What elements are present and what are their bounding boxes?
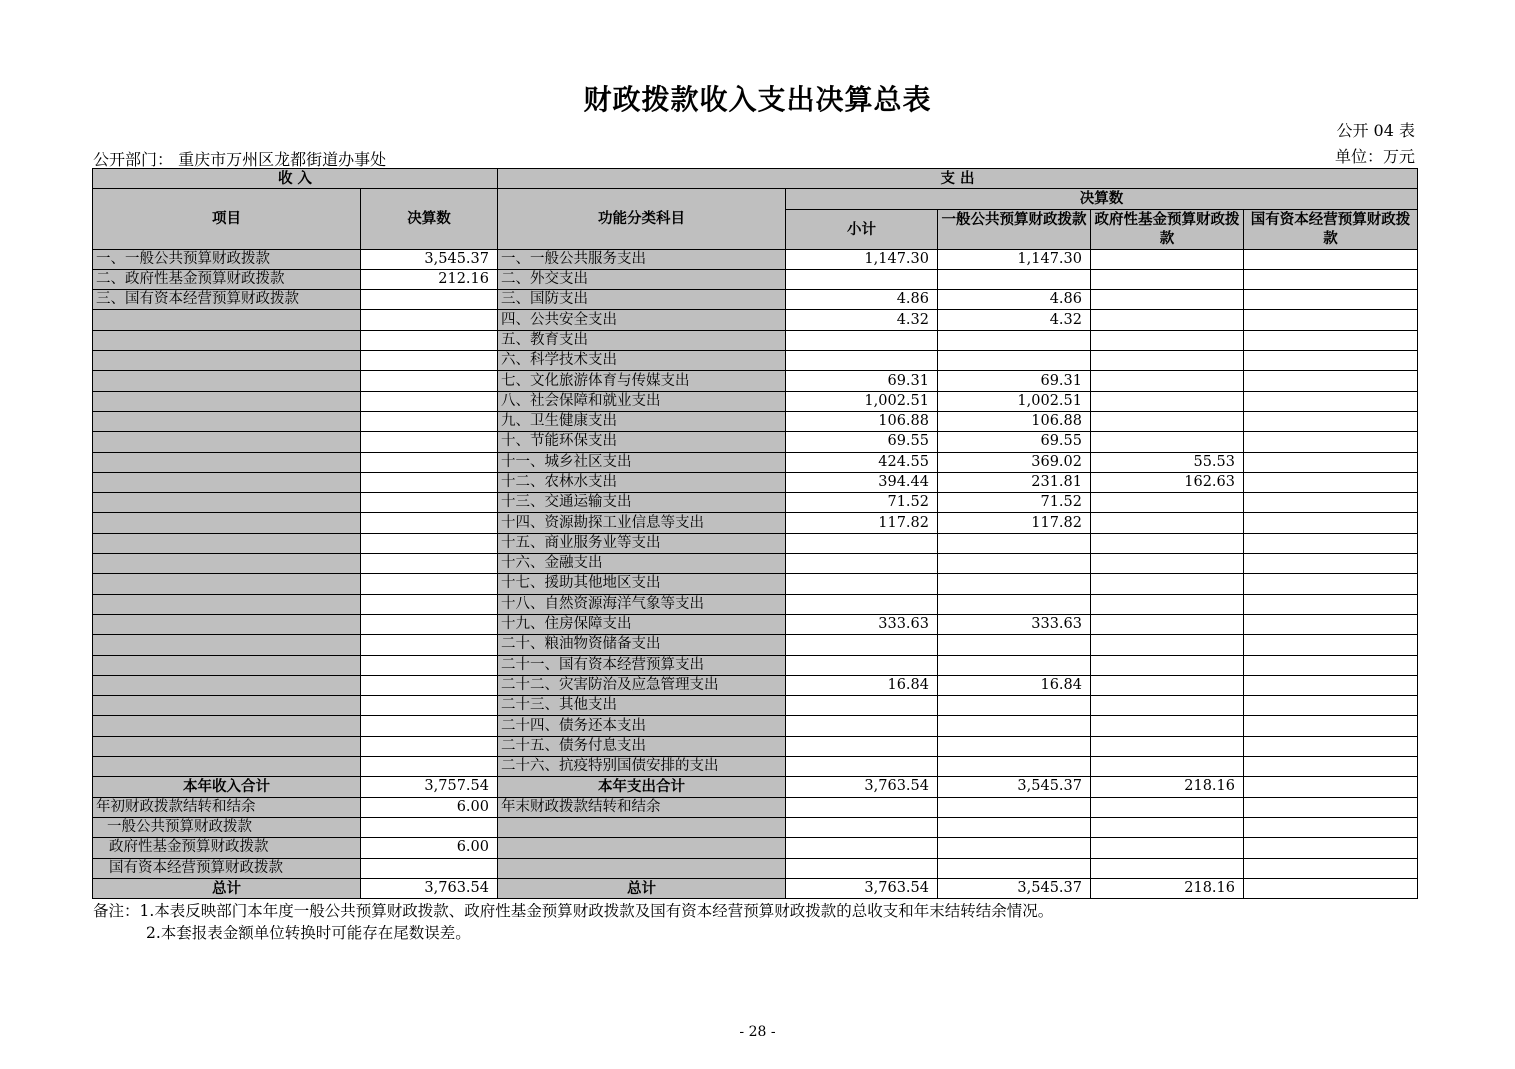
expense-state: [1244, 472, 1418, 492]
table-row: [93, 351, 1418, 371]
expense-state: [1244, 533, 1418, 553]
expense-general: [938, 736, 1091, 756]
expense-fund: [1091, 736, 1244, 756]
income-amount: [361, 716, 498, 736]
expense-subtotal: [786, 330, 938, 350]
year-expense-state: [1244, 777, 1418, 797]
expense-function: 二十、粮油物资储备支出: [498, 635, 786, 655]
income-amount: [361, 513, 498, 533]
expense-function: 九、卫生健康支出: [498, 411, 786, 431]
expense-fund: [1091, 493, 1244, 513]
total-expense-label: 总计: [498, 878, 786, 898]
table-row: [93, 675, 1418, 695]
expense-general: 16.84: [938, 675, 1091, 695]
expense-state: [1244, 655, 1418, 675]
income-amount: [361, 696, 498, 716]
expense-fund: [1091, 716, 1244, 736]
expense-function: 十二、农林水支出: [498, 472, 786, 492]
income-item: [93, 411, 361, 431]
income-amount: [361, 351, 498, 371]
expense-subtotal: 16.84: [786, 675, 938, 695]
income-item: [93, 635, 361, 655]
expense-function: 二十五、债务付息支出: [498, 736, 786, 756]
expense-fund: [1091, 696, 1244, 716]
expense-subtotal: 117.82: [786, 513, 938, 533]
income-item: [93, 696, 361, 716]
expense-fund: [1091, 330, 1244, 350]
expense-general: 333.63: [938, 614, 1091, 634]
table-row: [93, 757, 1418, 777]
expense-fund: [1091, 290, 1244, 310]
expense-subtotal: 4.32: [786, 310, 938, 330]
expense-fund: [1091, 391, 1244, 411]
expense-state: [1244, 493, 1418, 513]
income-amount: [361, 310, 498, 330]
expense-state: [1244, 351, 1418, 371]
income-item: [93, 391, 361, 411]
table-row: [93, 574, 1418, 594]
page-number: - 28 -: [739, 1024, 776, 1040]
page-title: 财政拨款收入支出决算总表: [583, 83, 932, 116]
income-item: [93, 675, 361, 695]
expense-fund: [1091, 757, 1244, 777]
carryover-fund-row: [93, 838, 1418, 858]
expense-fund: [1091, 411, 1244, 431]
expense-state: [1244, 635, 1418, 655]
table-row: [93, 736, 1418, 756]
expense-subtotal: [786, 533, 938, 553]
expense-subtotal: [786, 757, 938, 777]
year-expense-fund: 218.16: [1091, 777, 1244, 797]
total-income-amount: 3,763.54: [361, 878, 498, 898]
expense-subtotal: 4.86: [786, 290, 938, 310]
expense-state: [1244, 574, 1418, 594]
year-total-row: [93, 777, 1418, 797]
expense-state: [1244, 675, 1418, 695]
expense-state: [1244, 452, 1418, 472]
expense-subtotal: [786, 655, 938, 675]
expense-fund: [1091, 675, 1244, 695]
year-income-amount: 3,757.54: [361, 777, 498, 797]
expense-subtotal: 424.55: [786, 452, 938, 472]
expense-function: 十五、商业服务业等支出: [498, 533, 786, 553]
expense-subtotal: [786, 269, 938, 289]
expense-function: 二十六、抗疫特别国债安排的支出: [498, 757, 786, 777]
header-item: 项目: [93, 189, 361, 249]
expense-function: 四、公共安全支出: [498, 310, 786, 330]
total-state: [1244, 878, 1418, 898]
form-number: 公开 04 表: [1336, 121, 1415, 140]
income-item: [93, 716, 361, 736]
table-row: [93, 533, 1418, 553]
expense-fund: [1091, 594, 1244, 614]
expense-general: [938, 554, 1091, 574]
table-row: [93, 635, 1418, 655]
year-income-label: 本年收入合计: [93, 777, 361, 797]
expense-function: 十七、援助其他地区支出: [498, 574, 786, 594]
carryover-row: [93, 797, 1418, 817]
expense-general: 369.02: [938, 452, 1091, 472]
header-fund: 政府性基金预算财政拨款: [1091, 209, 1244, 249]
expense-state: [1244, 249, 1418, 269]
income-amount: [361, 554, 498, 574]
expense-fund: [1091, 371, 1244, 391]
expense-state: [1244, 554, 1418, 574]
income-amount: [361, 655, 498, 675]
expense-state: [1244, 594, 1418, 614]
income-item: [93, 594, 361, 614]
begin-fund-amount: 6.00: [361, 838, 498, 858]
expense-state: [1244, 757, 1418, 777]
header-function: 功能分类科目: [498, 189, 786, 249]
income-item: 二、政府性基金预算财政拨款: [93, 269, 361, 289]
expense-subtotal: 71.52: [786, 493, 938, 513]
expense-subtotal: [786, 351, 938, 371]
expense-fund: [1091, 533, 1244, 553]
table-row: [93, 493, 1418, 513]
expense-subtotal: 394.44: [786, 472, 938, 492]
income-item: [93, 472, 361, 492]
header-subtotal: 小计: [786, 209, 938, 249]
income-amount: [361, 533, 498, 553]
expense-function: 一、一般公共服务支出: [498, 249, 786, 269]
expense-state: [1244, 716, 1418, 736]
year-expense-general: 3,545.37: [938, 777, 1091, 797]
expense-function: 十一、城乡社区支出: [498, 452, 786, 472]
expense-general: [938, 330, 1091, 350]
income-amount: 212.16: [361, 269, 498, 289]
income-amount: [361, 493, 498, 513]
income-amount: [361, 614, 498, 634]
expense-fund: 55.53: [1091, 452, 1244, 472]
carryover-general-row: [93, 817, 1418, 837]
income-item: [93, 757, 361, 777]
begin-label: 年初财政拨款结转和结余: [93, 797, 361, 817]
expense-fund: [1091, 269, 1244, 289]
income-item: [93, 554, 361, 574]
expense-subtotal: [786, 554, 938, 574]
income-item: [93, 351, 361, 371]
expense-subtotal: [786, 594, 938, 614]
header-income: 收 入: [93, 169, 498, 189]
table-row: [93, 554, 1418, 574]
income-item: [93, 736, 361, 756]
expense-function: 十九、住房保障支出: [498, 614, 786, 634]
expense-fund: 162.63: [1091, 472, 1244, 492]
begin-state-label: 国有资本经营预算财政拨款: [93, 858, 361, 878]
expense-general: [938, 716, 1091, 736]
total-income-label: 总计: [93, 878, 361, 898]
total-fund: 218.16: [1091, 878, 1244, 898]
income-item: 三、国有资本经营预算财政拨款: [93, 290, 361, 310]
header-expense: 支 出: [498, 169, 1418, 189]
expense-fund: [1091, 635, 1244, 655]
expense-general: [938, 635, 1091, 655]
expense-fund: [1091, 351, 1244, 371]
expense-general: 71.52: [938, 493, 1091, 513]
expense-general: 69.31: [938, 371, 1091, 391]
appropriation-table: [92, 168, 1418, 899]
expense-function: 十三、交通运输支出: [498, 493, 786, 513]
table-row: [93, 411, 1418, 431]
income-item: [93, 432, 361, 452]
header-final: 决算数: [786, 189, 1418, 209]
expense-function: 二十一、国有资本经营预算支出: [498, 655, 786, 675]
total-general: 3,545.37: [938, 878, 1091, 898]
department-name: 重庆市万州区龙都街道办事处: [178, 150, 387, 169]
income-amount: [361, 452, 498, 472]
header-amount: 决算数: [361, 189, 498, 249]
table-row: [93, 371, 1418, 391]
income-amount: [361, 330, 498, 350]
income-amount: [361, 391, 498, 411]
department-label: 公开部门：: [93, 150, 174, 169]
income-item: [93, 310, 361, 330]
income-item: [93, 371, 361, 391]
expense-state: [1244, 371, 1418, 391]
table-row: [93, 249, 1418, 269]
income-item: [93, 655, 361, 675]
expense-state: [1244, 513, 1418, 533]
expense-fund: [1091, 310, 1244, 330]
expense-fund: [1091, 432, 1244, 452]
expense-function: 八、社会保障和就业支出: [498, 391, 786, 411]
table-row: [93, 594, 1418, 614]
table-row: [93, 310, 1418, 330]
expense-general: [938, 655, 1091, 675]
end-label: 年末财政拨款结转和结余: [498, 797, 786, 817]
expense-function: 二、外交支出: [498, 269, 786, 289]
expense-function: 七、文化旅游体育与传媒支出: [498, 371, 786, 391]
year-expense-label: 本年支出合计: [498, 777, 786, 797]
income-amount: [361, 757, 498, 777]
table-row: [93, 330, 1418, 350]
income-amount: [361, 594, 498, 614]
table-row: [93, 269, 1418, 289]
income-amount: [361, 574, 498, 594]
expense-function: 二十四、债务还本支出: [498, 716, 786, 736]
carryover-state-row: [93, 858, 1418, 878]
expense-fund: [1091, 655, 1244, 675]
expense-general: [938, 269, 1091, 289]
expense-state: [1244, 432, 1418, 452]
expense-function: 十六、金融支出: [498, 554, 786, 574]
begin-general-label: 一般公共预算财政拨款: [93, 817, 361, 837]
expense-general: 231.81: [938, 472, 1091, 492]
expense-subtotal: 1,002.51: [786, 391, 938, 411]
income-amount: 3,545.37: [361, 249, 498, 269]
header-general: 一般公共预算财政拨款: [938, 209, 1091, 249]
expense-function: 二十三、其他支出: [498, 696, 786, 716]
expense-general: [938, 351, 1091, 371]
expense-general: [938, 594, 1091, 614]
table-row: [93, 391, 1418, 411]
expense-function: 二十二、灾害防治及应急管理支出: [498, 675, 786, 695]
expense-general: [938, 696, 1091, 716]
expense-state: [1244, 269, 1418, 289]
expense-fund: [1091, 574, 1244, 594]
expense-general: 1,002.51: [938, 391, 1091, 411]
expense-subtotal: 69.55: [786, 432, 938, 452]
year-expense-subtotal: 3,763.54: [786, 777, 938, 797]
expense-general: [938, 533, 1091, 553]
expense-fund: [1091, 614, 1244, 634]
expense-general: 117.82: [938, 513, 1091, 533]
expense-state: [1244, 310, 1418, 330]
expense-subtotal: 106.88: [786, 411, 938, 431]
header-state: 国有资本经营预算财政拨款: [1244, 209, 1418, 249]
unit-label: 单位：万元: [1334, 147, 1415, 166]
table-row: [93, 290, 1418, 310]
begin-amount: 6.00: [361, 797, 498, 817]
income-item: [93, 614, 361, 634]
expense-general: 4.86: [938, 290, 1091, 310]
income-amount: [361, 736, 498, 756]
table-row: [93, 472, 1418, 492]
expense-fund: [1091, 513, 1244, 533]
expense-fund: [1091, 249, 1244, 269]
expense-state: [1244, 290, 1418, 310]
expense-function: 三、国防支出: [498, 290, 786, 310]
income-item: [93, 533, 361, 553]
expense-subtotal: [786, 574, 938, 594]
notes: [93, 900, 1053, 944]
total-subtotal: 3,763.54: [786, 878, 938, 898]
expense-fund: [1091, 554, 1244, 574]
expense-general: 69.55: [938, 432, 1091, 452]
expense-function: 十四、资源勘探工业信息等支出: [498, 513, 786, 533]
income-amount: [361, 472, 498, 492]
department: [93, 147, 386, 170]
table-row: [93, 614, 1418, 634]
income-item: 一、一般公共预算财政拨款: [93, 249, 361, 269]
expense-state: [1244, 391, 1418, 411]
expense-subtotal: [786, 635, 938, 655]
income-amount: [361, 371, 498, 391]
expense-state: [1244, 696, 1418, 716]
expense-general: [938, 574, 1091, 594]
table-row: [93, 432, 1418, 452]
table-row: [93, 513, 1418, 533]
expense-subtotal: [786, 716, 938, 736]
income-amount: [361, 432, 498, 452]
expense-subtotal: 1,147.30: [786, 249, 938, 269]
expense-subtotal: 69.31: [786, 371, 938, 391]
income-item: [93, 330, 361, 350]
grand-total-row: [93, 878, 1418, 898]
expense-function: 十八、自然资源海洋气象等支出: [498, 594, 786, 614]
income-item: [93, 452, 361, 472]
table-row: [93, 452, 1418, 472]
income-amount: [361, 635, 498, 655]
begin-general-amount: [361, 817, 498, 837]
income-item: [93, 493, 361, 513]
expense-subtotal: [786, 736, 938, 756]
expense-function: 五、教育支出: [498, 330, 786, 350]
note-line-1: 备注：1.本表反映部门本年度一般公共预算财政拨款、政府性基金预算财政拨款及国有资本经营预算财政拨款的总收支和年末结转结余情况。: [93, 902, 1054, 920]
expense-general: [938, 757, 1091, 777]
table-row: [93, 655, 1418, 675]
expense-function: 十、节能环保支出: [498, 432, 786, 452]
table-row: [93, 716, 1418, 736]
income-amount: [361, 675, 498, 695]
expense-state: [1244, 411, 1418, 431]
expense-state: [1244, 614, 1418, 634]
note-line-2: 2.本套报表金额单位转换时可能存在尾数误差。: [146, 924, 471, 942]
expense-subtotal: [786, 696, 938, 716]
income-item: [93, 574, 361, 594]
begin-state-amount: [361, 858, 498, 878]
expense-general: 4.32: [938, 310, 1091, 330]
expense-state: [1244, 330, 1418, 350]
expense-general: 1,147.30: [938, 249, 1091, 269]
begin-fund-label: 政府性基金预算财政拨款: [93, 838, 361, 858]
income-amount: [361, 411, 498, 431]
expense-subtotal: 333.63: [786, 614, 938, 634]
table-row: [93, 696, 1418, 716]
income-item: [93, 513, 361, 533]
expense-general: 106.88: [938, 411, 1091, 431]
expense-state: [1244, 736, 1418, 756]
income-amount: [361, 290, 498, 310]
expense-function: 六、科学技术支出: [498, 351, 786, 371]
